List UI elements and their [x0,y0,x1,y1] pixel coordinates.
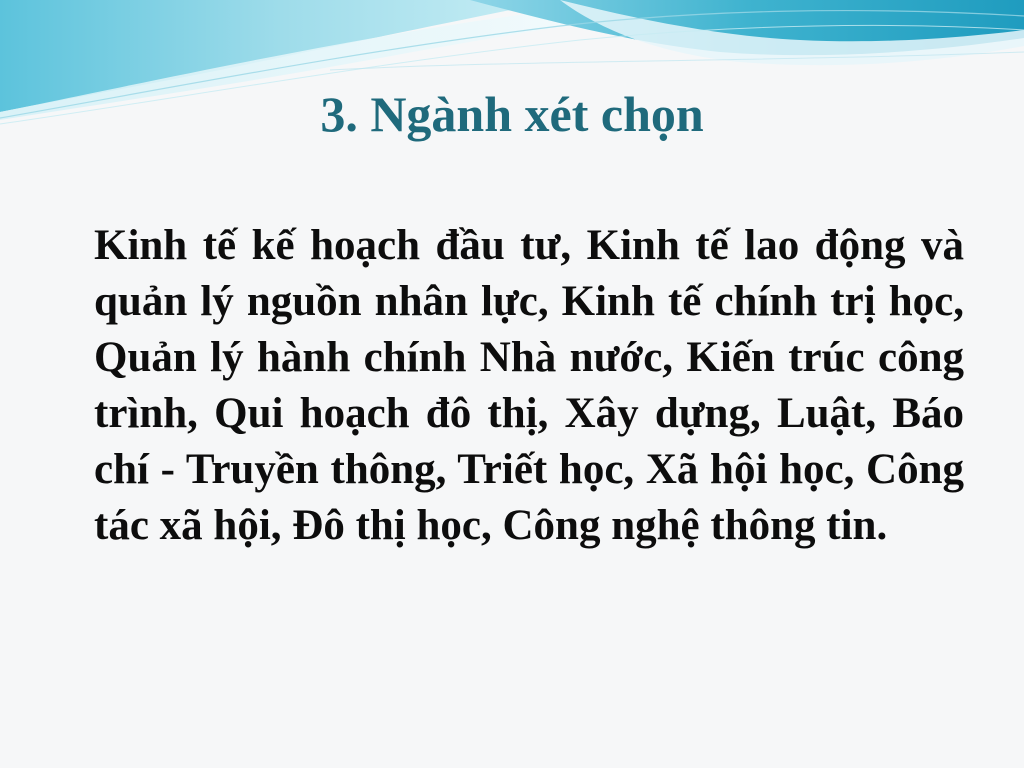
slide-body-text: Kinh tế kế hoạch đầu tư, Kinh tế lao động và quản lý nguồn nhân lực, Kinh tế chính trị học, Quản lý hành chính Nhà nước, Kiến trúc công trình, Qui hoạch đô thị, Xây dựng, Luật, Báo chí - Truyền thông, Triết học, Xã hội học, Công tác xã hội, Đô thị học, Công nghệ thông tin. [94,222,964,549]
slide-title: 3. Ngành xét chọn [320,86,704,142]
